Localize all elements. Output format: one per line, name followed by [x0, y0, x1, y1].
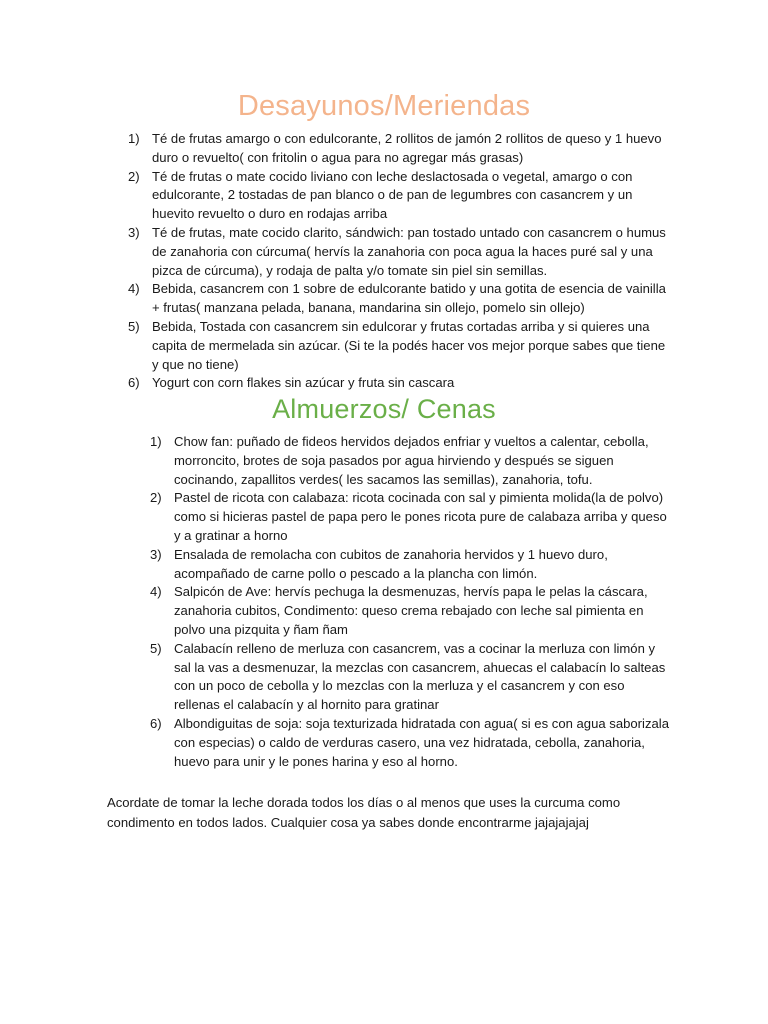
- list-item: [128, 168, 672, 224]
- list-item: [150, 583, 672, 639]
- item-number: 4): [128, 281, 140, 297]
- item-number: 5): [150, 640, 162, 656]
- list-item: [150, 546, 672, 584]
- item-text: Yogurt con corn flakes sin azúcar y fruta sin cascara: [152, 375, 455, 391]
- item-text: Albondiguitas de soja: soja texturizada hidratada con agua( si es con agua saborizala con especias) o caldo de verduras casero, una vez hidratada, cebolla, zanahoria, huevo para unir y le pones harina y eso al horno.: [174, 715, 669, 769]
- item-number: 5): [128, 318, 140, 334]
- item-text: Té de frutas amargo o con edulcorante, 2 rollitos de jamón 2 rollitos de queso y 1 huevo duro o revuelto( con fritolin o agua para no agregar más grasas): [152, 131, 662, 165]
- item-text: Pastel de ricota con calabaza: ricota cocinada con sal y pimienta molida(la de polvo) como si hicieras pastel de papa pero le pones ricota pure de calabaza arriba y queso y a gratinar a horno: [174, 490, 667, 543]
- list-item: [150, 715, 672, 771]
- list-item: [128, 318, 672, 374]
- item-text: Té de frutas, mate cocido clarito, sándwich: pan tostado untado con casancrem o humus de zanahoria con cúrcuma( hervís la zanahoria con poca agua la haces puré sal y una pizca de cúrcuma), y rodaja de palta y/o tomate sin piel sin semillas.: [152, 224, 666, 278]
- list-item: [128, 130, 672, 168]
- breakfast-list: [128, 130, 672, 393]
- list-item: [128, 280, 672, 318]
- item-number: 6): [150, 715, 162, 731]
- item-number: 4): [150, 584, 162, 600]
- list-item: [150, 433, 672, 489]
- item-number: 3): [128, 224, 140, 240]
- list-item: [150, 489, 672, 545]
- lunch-list: [150, 433, 672, 771]
- item-number: 1): [150, 434, 162, 449]
- item-number: 6): [128, 375, 140, 391]
- item-number: 2): [150, 490, 162, 506]
- item-text: Chow fan: puñado de fideos hervidos dejados enfriar y vueltos a calentar, cebolla, morroncito, brotes de soja pasados por agua hirviendo y después se siguen cocinando, zapallitos verdes( les sacamos las semillas), zanahoria, tofu.: [174, 434, 649, 487]
- item-number: 3): [150, 546, 162, 562]
- item-text: Calabacín relleno de merluza con casancrem, vas a cocinar la merluza con limón y sal la vas a desmenuzar, la mezclas con casancrem, ahuecas el calabacín lo salteas con un poco de cebolla y lo mezclas con la merluza y el casancrem y con eso rellenas el calabacín y al hornito para gratinar: [174, 640, 666, 713]
- item-text: Salpicón de Ave: hervís pechuga la desmenuzas, hervís papa le pelas la cáscara, zanahoria cubitos, Condimento: queso crema rebajado con leche sal pimienta en polvo una pizquita y ñam ñam: [174, 584, 648, 637]
- item-text: Ensalada de remolacha con cubitos de zanahoria hervidos y 1 huevo duro, acompañado de carne pollo o pescado a la plancha con limón.: [174, 546, 608, 581]
- item-text: Bebida, casancrem con 1 sobre de edulcorante batido y una gotita de esencia de vainilla + frutas( manzana pelada, banana, mandarina sin ollejo, pomelo sin ollejo): [152, 281, 666, 316]
- closing-note: Acordate de tomar la leche dorada todos los días o al menos que uses la curcuma como condimento en todos lados. Cualquier cosa ya sabes donde encontrarme jajajajajaj: [107, 795, 621, 830]
- item-text: Bebida, Tostada con casancrem sin edulcorar y frutas cortadas arriba y si quieres una capita de mermelada sin azúcar. (Si te la podés hacer vos mejor porque sabes que tiene y que no tiene): [152, 318, 666, 372]
- lunch-section-title: Almuerzos/ Cenas: [272, 394, 496, 424]
- item-number: 1): [128, 131, 140, 146]
- list-item: [128, 224, 672, 280]
- list-item: [128, 374, 672, 393]
- list-item: [150, 640, 672, 715]
- item-text: Té de frutas o mate cocido liviano con leche deslactosada o vegetal, amargo o con edulcorante, 2 tostadas de pan blanco o de pan de legumbres con casancrem y un huevito revuelto o duro en rodajas arriba: [152, 168, 633, 222]
- item-number: 2): [128, 168, 140, 184]
- breakfast-section-title: Desayunos/Meriendas: [237, 90, 531, 122]
